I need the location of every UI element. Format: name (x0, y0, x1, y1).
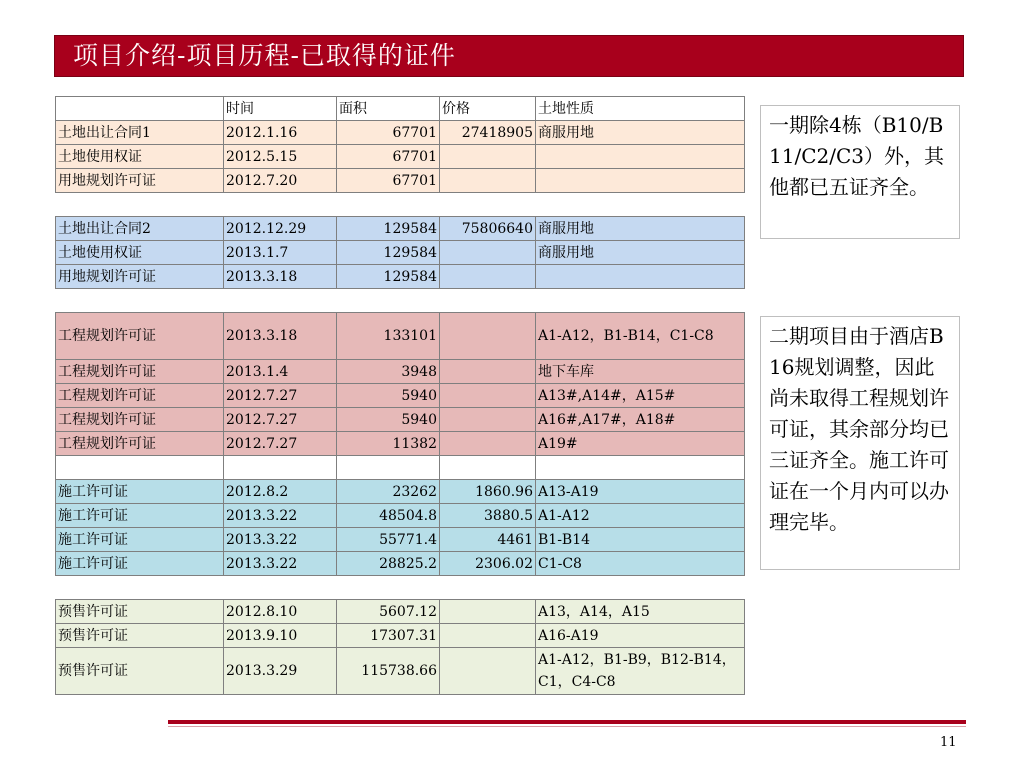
cell-price (440, 624, 536, 648)
cell-price: 1860.96 (440, 480, 536, 504)
cell-type: A19# (536, 432, 745, 456)
cell-area: 5940 (337, 408, 440, 432)
table-row (56, 265, 745, 289)
cell-type (536, 145, 745, 169)
cell-date: 2012.7.27 (224, 384, 337, 408)
table-row (56, 480, 745, 504)
cell-type: 地下车库 (536, 360, 745, 384)
table-row (56, 600, 745, 624)
cell-area: 23262 (337, 480, 440, 504)
cell-area: 5940 (337, 384, 440, 408)
cell-name: 工程规划许可证 (56, 384, 224, 408)
cell-area: 17307.31 (337, 624, 440, 648)
table-row (56, 552, 745, 576)
table-row (56, 384, 745, 408)
cell-area: 67701 (337, 145, 440, 169)
cell-type: A13，A14，A15 (536, 600, 745, 624)
table-row (56, 169, 745, 193)
cell-area: 48504.8 (337, 504, 440, 528)
cell-area: 129584 (337, 217, 440, 241)
footer-divider (168, 720, 966, 724)
cell-date: 2013.3.22 (224, 552, 337, 576)
cell-date: 2013.3.18 (224, 265, 337, 289)
cell-area: 129584 (337, 241, 440, 265)
cell-area: 11382 (337, 432, 440, 456)
cell-name: 用地规划许可证 (56, 265, 224, 289)
cell-name: 预售许可证 (56, 648, 224, 695)
cell-price (440, 432, 536, 456)
cell-price: 75806640 (440, 217, 536, 241)
cell-price (440, 360, 536, 384)
cell-name: 预售许可证 (56, 600, 224, 624)
cell-name: 施工许可证 (56, 528, 224, 552)
cell-type (536, 169, 745, 193)
header-cell: 面积 (337, 97, 440, 121)
cell-type: A16-A19 (536, 624, 745, 648)
cell-price: 4461 (440, 528, 536, 552)
cell-area: 129584 (337, 265, 440, 289)
header-cell: 土地性质 (536, 97, 745, 121)
cell-type: A1-A12，B1-B14，C1-C8 (536, 313, 745, 360)
cell-type: 商服用地 (536, 241, 745, 265)
blank-row (56, 456, 745, 480)
cell-price: 27418905 (440, 121, 536, 145)
table-row (56, 313, 745, 360)
cell-name: 用地规划许可证 (56, 169, 224, 193)
cell-type: A16#,A17#，A18# (536, 408, 745, 432)
table-row (56, 432, 745, 456)
note-phase1: 一期除4栋（B10/B11/C2/C3）外，其他都已五证齐全。 (760, 105, 960, 239)
header-cell (56, 97, 224, 121)
cell-name: 施工许可证 (56, 480, 224, 504)
cell-date: 2012.1.16 (224, 121, 337, 145)
cell-price (440, 648, 536, 695)
spacer-row (56, 576, 745, 600)
cell-price: 3880.5 (440, 504, 536, 528)
cell-name: 预售许可证 (56, 624, 224, 648)
table-row (56, 408, 745, 432)
cell-date: 2012.12.29 (224, 217, 337, 241)
table-row (56, 504, 745, 528)
cell-price (440, 145, 536, 169)
header-cell: 时间 (224, 97, 337, 121)
cell-type: 商服用地 (536, 217, 745, 241)
cell-price (440, 408, 536, 432)
cell-price: 2306.02 (440, 552, 536, 576)
cell-area: 5607.12 (337, 600, 440, 624)
cell-type (536, 265, 745, 289)
table-row (56, 648, 745, 695)
cell-area: 67701 (337, 121, 440, 145)
cell-name: 施工许可证 (56, 552, 224, 576)
cell-date: 2013.1.7 (224, 241, 337, 265)
spacer-row (56, 289, 745, 313)
cell-area: 133101 (337, 313, 440, 360)
cell-name: 土地出让合同1 (56, 121, 224, 145)
cell-date: 2013.3.29 (224, 648, 337, 695)
cell-name: 工程规划许可证 (56, 432, 224, 456)
cell-type: A13#,A14#，A15# (536, 384, 745, 408)
cell-price (440, 169, 536, 193)
page-title: 项目介绍-项目历程-已取得的证件 (73, 41, 456, 70)
cell-date: 2012.5.15 (224, 145, 337, 169)
cell-price (440, 600, 536, 624)
cell-type: 商服用地 (536, 121, 745, 145)
cell-price (440, 313, 536, 360)
cell-name: 工程规划许可证 (56, 313, 224, 360)
cell-name: 土地使用权证 (56, 145, 224, 169)
cell-date: 2012.7.20 (224, 169, 337, 193)
certificates-table (55, 96, 745, 695)
cell-name: 土地使用权证 (56, 241, 224, 265)
cell-date: 2012.8.2 (224, 480, 337, 504)
footer-divider-thin (168, 726, 966, 727)
table-header-row (56, 97, 745, 121)
cell-type: A13-A19 (536, 480, 745, 504)
table-row (56, 360, 745, 384)
table-row (56, 624, 745, 648)
cell-price (440, 241, 536, 265)
cell-date: 2013.9.10 (224, 624, 337, 648)
cell-date: 2012.7.27 (224, 408, 337, 432)
header-cell: 价格 (440, 97, 536, 121)
spacer-row (56, 193, 745, 217)
cell-area: 55771.4 (337, 528, 440, 552)
cell-type: A1-A12，B1-B9，B12-B14，C1，C4-C8 (536, 648, 745, 695)
cell-name: 工程规划许可证 (56, 360, 224, 384)
cell-name: 土地出让合同2 (56, 217, 224, 241)
cell-area: 115738.66 (337, 648, 440, 695)
title-bar (55, 36, 963, 76)
cell-type: B1-B14 (536, 528, 745, 552)
cell-date: 2013.3.22 (224, 504, 337, 528)
table-row (56, 121, 745, 145)
cell-price (440, 384, 536, 408)
cell-area: 3948 (337, 360, 440, 384)
table-row (56, 241, 745, 265)
cell-date: 2012.8.10 (224, 600, 337, 624)
cell-area: 28825.2 (337, 552, 440, 576)
cell-date: 2013.3.18 (224, 313, 337, 360)
note-phase2: 二期项目由于酒店B16规划调整，因此尚未取得工程规划许可证，其余部分均已三证齐全。施工许可证在一个月内可以办理完毕。 (760, 316, 960, 570)
cell-name: 施工许可证 (56, 504, 224, 528)
cell-type: C1-C8 (536, 552, 745, 576)
cell-price (440, 265, 536, 289)
page-number: 11 (940, 735, 957, 750)
table-row (56, 217, 745, 241)
cell-date: 2013.1.4 (224, 360, 337, 384)
cell-name: 工程规划许可证 (56, 408, 224, 432)
cell-date: 2012.7.27 (224, 432, 337, 456)
cell-date: 2013.3.22 (224, 528, 337, 552)
table-row (56, 528, 745, 552)
cell-type: A1-A12 (536, 504, 745, 528)
cell-area: 67701 (337, 169, 440, 193)
table-row (56, 145, 745, 169)
